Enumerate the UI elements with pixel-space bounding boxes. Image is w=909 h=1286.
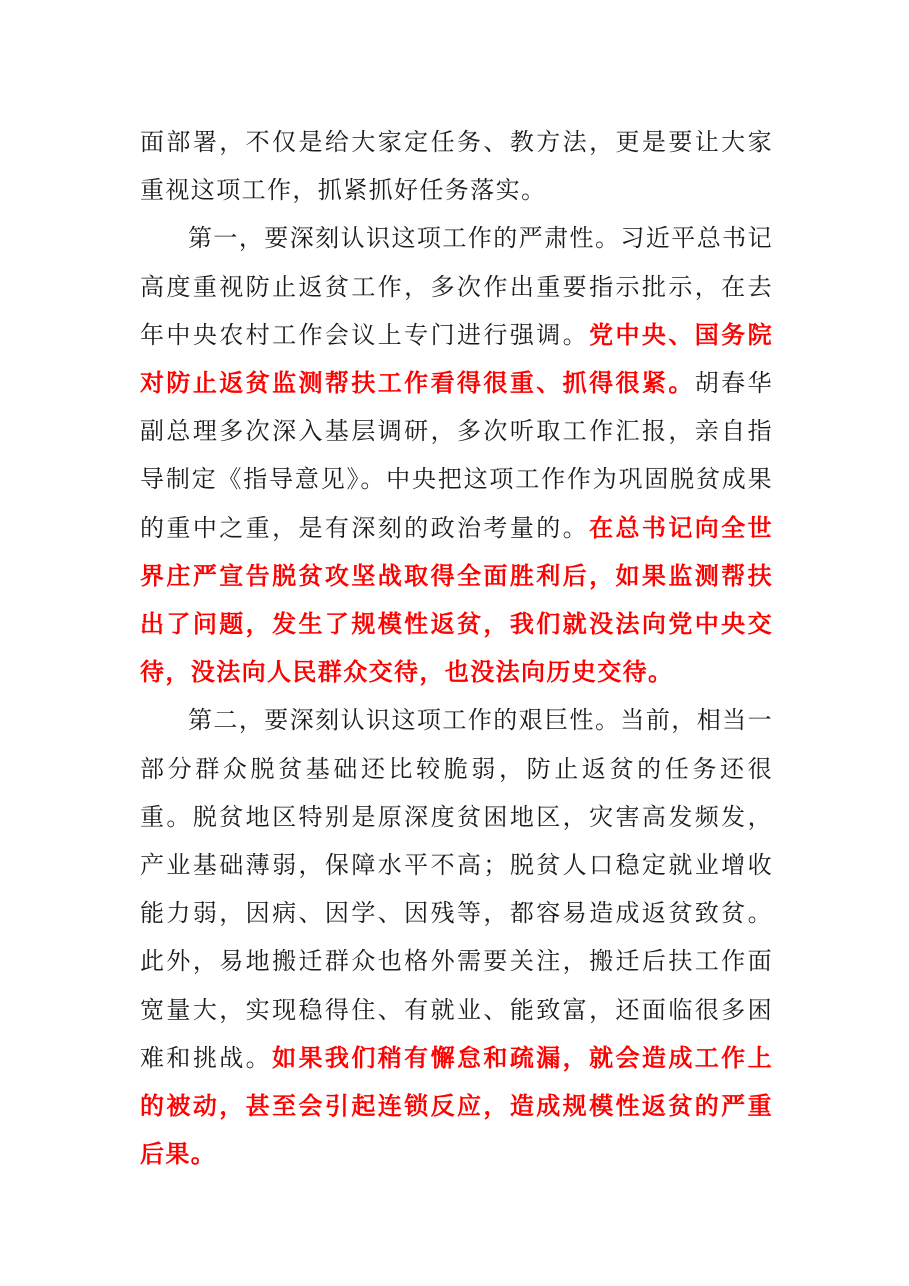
paragraph-difficulty bbox=[140, 696, 773, 1178]
text-segment: 面部署，不仅是给大家定任务、教方法，更是要让大家重视这项工作，抓紧抓好任务落实。 bbox=[140, 128, 773, 205]
paragraph-seriousness bbox=[140, 214, 773, 696]
text-segment: 胡春华副总理多次深入基层调研，多次听取工作汇报，亲自指导制定《指导意见》。中央把这项工作作为巩固脱贫成果的重中之重，是有深刻的政治考量的。 bbox=[140, 369, 773, 542]
body-text-column bbox=[140, 118, 773, 1178]
emphasis-segment: 在总书记向全世界庄严宣告脱贫攻坚战取得全面胜利后，如果监测帮扶出了问题，发生了规模性返贫，我们就没法向党中央交待，没法向人民群众交待，也没法向历史交待。 bbox=[140, 512, 773, 687]
text-segment: 第二，要深刻认识这项工作的艰巨性。当前，相当一部分群众脱贫基础还比较脆弱，防止返贫的任务还很重。脱贫地区特别是原深度贫困地区，灾害高发频发，产业基础薄弱，保障水平不高；脱贫人口稳定就业增收能力弱，因病、因学、因残等，都容易造成返贫致贫。此外，易地搬迁群众也格外需要关注，搬迁后扶工作面宽量大，实现稳得住、有就业、能致富，还面临很多困难和挑战。 bbox=[140, 706, 773, 1072]
emphasis-segment: 党中央、国务院对防止返贫监测帮扶工作看得很重、抓得很紧。 bbox=[140, 319, 773, 398]
emphasis-segment: 如果我们稍有懈怠和疏漏，就会造成工作上的被动，甚至会引起连锁反应，造成规模性返贫的严重后果。 bbox=[140, 1042, 773, 1169]
paragraph-continuation bbox=[140, 118, 773, 214]
text-segment: 第一，要深刻认识这项工作的严肃性。习近平总书记高度重视防止返贫工作，多次作出重要指示批示，在去年中央农村工作会议上专门进行强调。 bbox=[140, 224, 773, 349]
